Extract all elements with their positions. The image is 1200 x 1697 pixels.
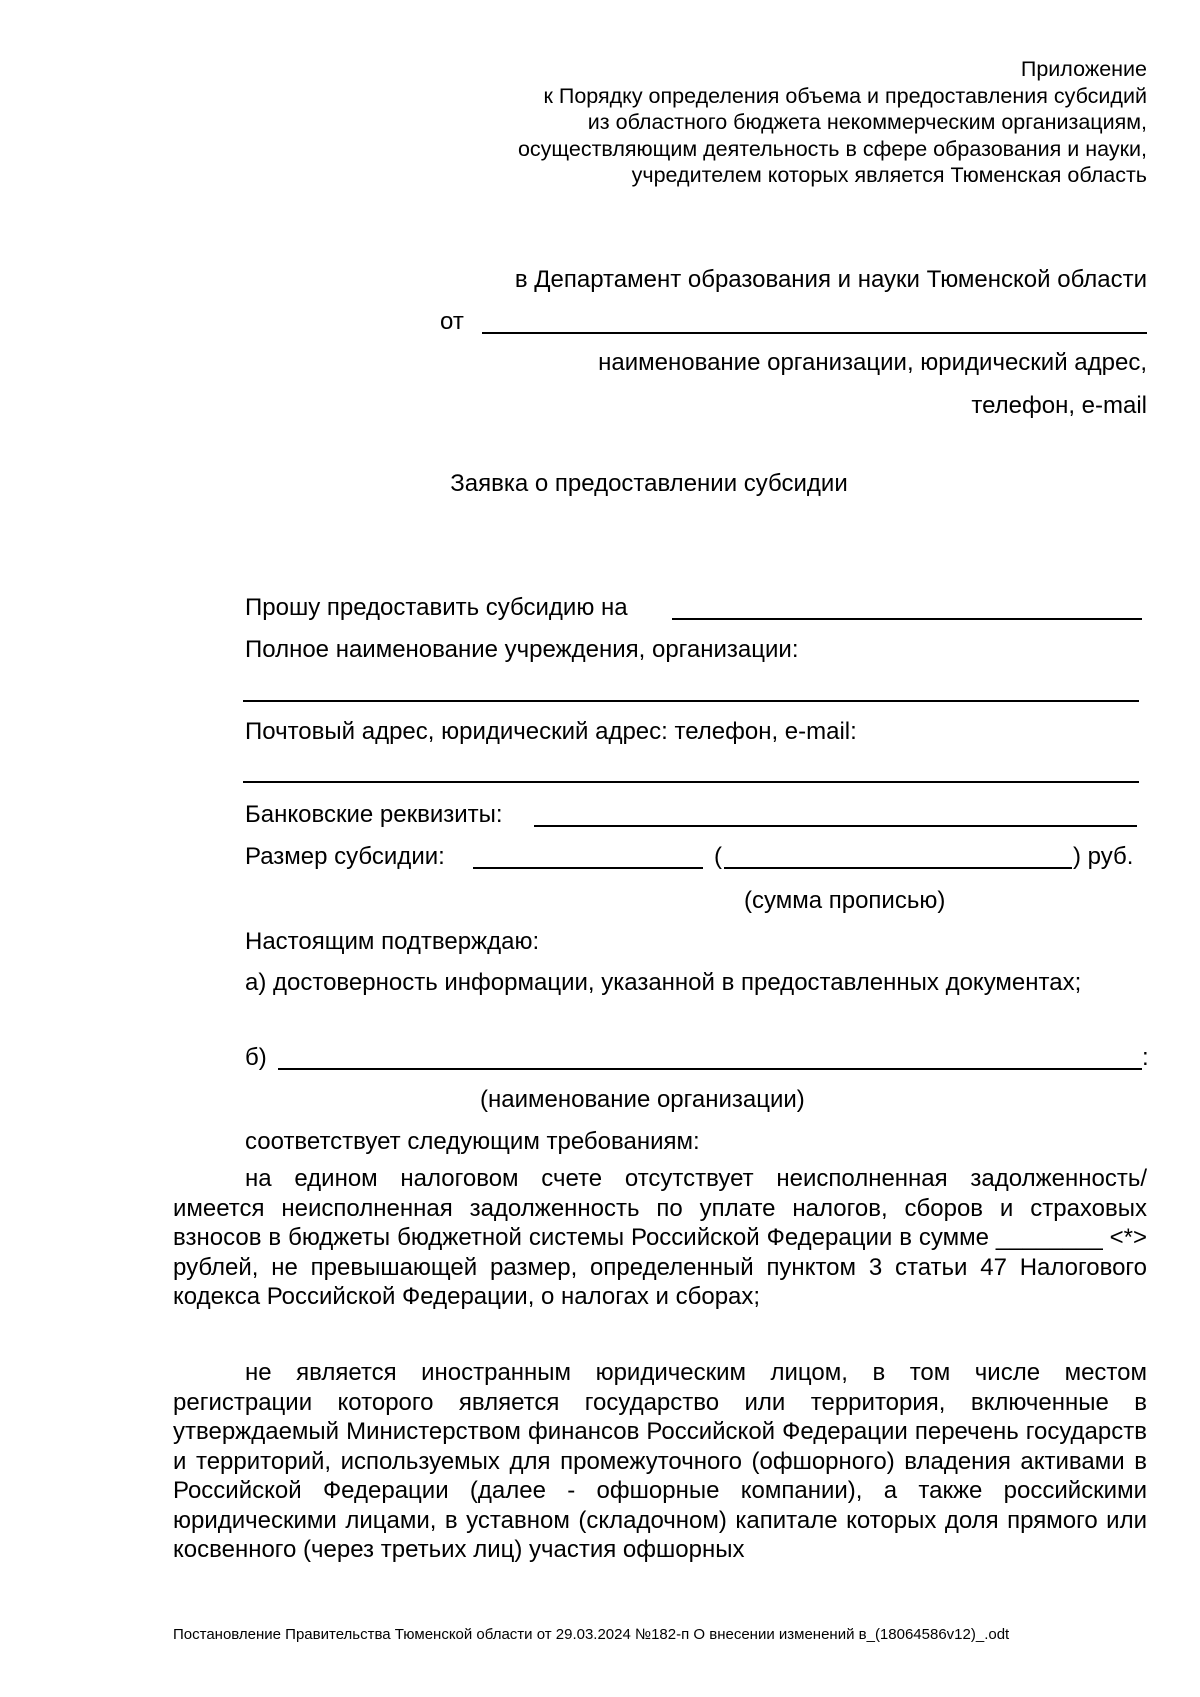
postal-underline[interactable] [243, 781, 1139, 783]
tax-paragraph [173, 1164, 1147, 1312]
appendix-header [380, 56, 1147, 189]
request-underline[interactable] [672, 618, 1142, 620]
request-label: Прошу предоставить субсидию на [245, 594, 628, 621]
foreign-paragraph: не является иностранным юридическим лицом, в том числе местом регистрации которого является государство или территория, включенные в утверждаемый Министерством финансов Российской Федерации перечень государств и территорий, используемых для промежуточного (офшорного) владения активами в Российской Федерации (далее - офшорные компании), а также российскими юридическими лицами, в уставном (складочном) капитале которых доля прямого или косвенного (через третьих лиц) участия офшорных [173, 1359, 1147, 1563]
confirm-label: Настоящим подтверждаю: [245, 928, 540, 955]
requirements-label: соответствует следующим требованиям: [245, 1128, 700, 1155]
amount-hint: (сумма прописью) [744, 887, 946, 914]
from-hint-2: телефон, e-mail [971, 392, 1147, 419]
amount-words-underline[interactable] [724, 867, 1072, 869]
item-b-underline[interactable] [278, 1068, 1142, 1070]
item-b-end: : [1142, 1044, 1149, 1071]
amount-open-paren: ( [714, 843, 722, 870]
full-name-label: Полное наименование учреждения, организации: [245, 636, 799, 663]
amount-close: ) руб. [1073, 843, 1134, 870]
from-label: от [440, 308, 464, 335]
from-underline[interactable] [482, 332, 1147, 334]
postal-label: Почтовый адрес, юридический адрес: телефон, e-mail: [245, 718, 857, 745]
item-b-label: б) [245, 1044, 267, 1071]
amount-number-underline[interactable] [473, 867, 703, 869]
addressee-to: в Департамент образования и науки Тюменской области [514, 266, 1147, 293]
tax-text-2: <*> рублей, не превышающей размер, определенный пунктом 3 статьи 47 Налогового кодекса Российской Федерации, о налогах и сборах; [173, 1224, 1147, 1310]
tax-blank[interactable]: ________ [995, 1224, 1103, 1251]
item-a: а) достоверность информации, указанной в предоставленных документах; [245, 969, 1082, 996]
document-title: Заявка о предоставлении субсидии [450, 470, 848, 497]
appendix-line: осуществляющим деятельность в сфере образования и науки, [517, 136, 1147, 161]
tax-text-1: на едином налоговом счете отсутствует неисполненная задолженность/ имеется неисполненная задолженность по уплате налогов, сборов и страховых взносов в бюджеты бюджетной системы Российской Федерации в сумме [173, 1165, 1147, 1251]
bank-label: Банковские реквизиты: [245, 801, 503, 828]
appendix-line: к Порядку определения объема и предоставления субсидий [543, 83, 1147, 108]
bank-underline[interactable] [534, 825, 1137, 827]
appendix-line: Приложение [1020, 57, 1147, 81]
full-name-underline[interactable] [243, 700, 1139, 702]
from-hint-1: наименование организации, юридический адрес, [598, 349, 1147, 376]
page-footer: Постановление Правительства Тюменской области от 29.03.2024 №182-п О внесении изменений в_(18064586v12)_.odt [173, 1626, 1010, 1643]
appendix-line: учредителем которых является Тюменская область [631, 163, 1147, 187]
org-hint: (наименование организации) [480, 1086, 805, 1113]
from-row [440, 296, 1147, 334]
appendix-line: из областного бюджета некоммерческим организациям, [587, 110, 1147, 134]
amount-label: Размер субсидии: [245, 843, 445, 870]
